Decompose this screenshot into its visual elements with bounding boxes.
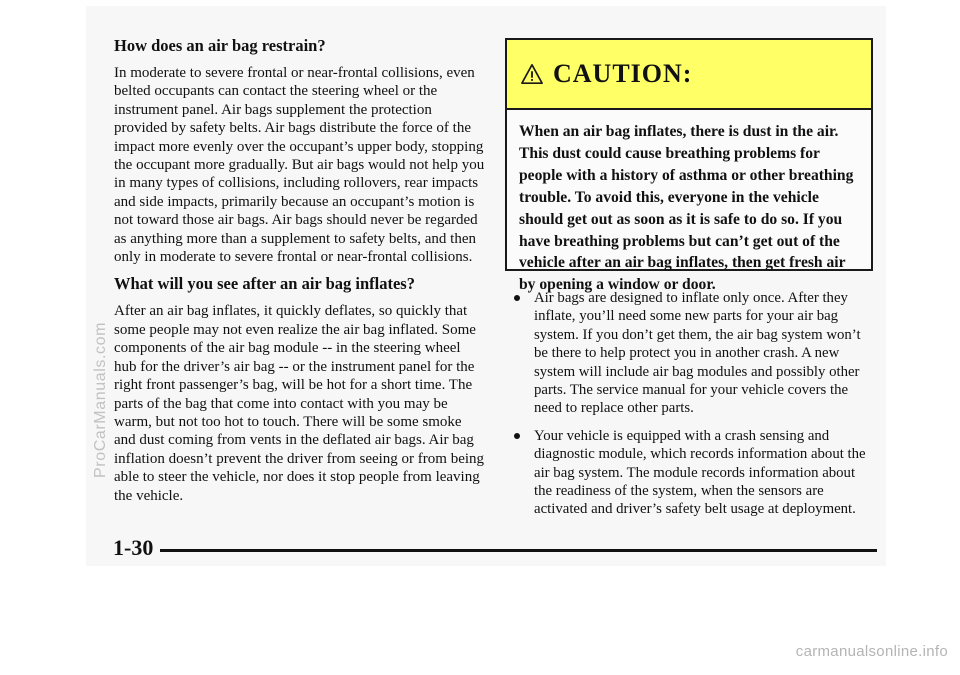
bullet-item bbox=[514, 427, 876, 519]
paragraph-after-inflation: After an air bag inflates, it quickly deflates, so quickly that some people may not even realize the air bag inflated. Some components of the air bag module -- in the steering wheel hub for the driver’s air bag -- or the instrument panel for the right front passenger’s bag, will be hot for a short time. The parts of the bag that come into contact with you may be warm, but not too hot to touch. There will be some smoke and dust coming from vents in the deflated air bags. Air bag inflation doesn’t prevent the driver from seeing or from being able to steer the vehicle, nor does it stop people from leaving the vehicle. bbox=[114, 303, 485, 504]
caution-text: When an air bag inflates, there is dust in the air. This dust could cause breathing problems for people with a history of asthma or other breathing trouble. To avoid this, everyone in the vehicle should get out as soon as it is safe to do so. If you have breathing problems but can’t get out of the vehicle after an air bag inflates, then get fresh air by opening a window or door. bbox=[519, 123, 854, 294]
bullet-dot-icon bbox=[514, 295, 520, 301]
heading-after-inflation: What will you see after an air bag inflates? bbox=[114, 274, 415, 294]
heading-air-bag-restrain: How does an air bag restrain? bbox=[114, 36, 326, 55]
warning-triangle-icon bbox=[521, 63, 543, 85]
caution-box bbox=[505, 38, 873, 294]
bottom-watermark: carmanualsonline.info bbox=[795, 643, 948, 660]
page-number: 1-30 bbox=[113, 535, 154, 560]
bullet-list bbox=[514, 289, 876, 519]
left-column bbox=[114, 36, 486, 505]
caution-title: CAUTION: bbox=[553, 59, 693, 88]
side-watermark: ProCarManuals.com bbox=[92, 321, 109, 478]
bullet-dot-icon bbox=[514, 433, 520, 439]
bullet-text: Air bags are designed to inflate only once. After they inflate, you’ll need some new parts for your air bag system. If you don’t get them, the air bag system won’t be there to help protect you in another crash. A new system will include air bag modules and possibly other parts. The service manual for your vehicle covers the need to replace other parts. bbox=[534, 290, 861, 417]
bullet-item bbox=[514, 289, 876, 418]
footer-rule bbox=[160, 549, 877, 552]
bullet-text: Your vehicle is equipped with a crash sensing and diagnostic module, which records information about the air bag system. The module records information about the readiness of the system, when the sensors are activated and driver’s safety belt usage at deployment. bbox=[534, 427, 866, 518]
caution-header bbox=[507, 40, 871, 110]
paragraph-air-bag-restrain: In moderate to severe frontal or near-frontal collisions, even belted occupants can contact the steering wheel or the instrument panel. Air bags supplement the protection provided by safety belts. Air bags distribute the force of the impact more evenly over the occupant’s upper body, stopping the occupant more gradually. But air bags would not help you in many types of collisions, including rollovers, rear impacts and side impacts, primarily because an occupant’s motion is not toward those air bags. Air bags should never be regarded as anything more than a supplement to safety belts, and then only in moderate to severe frontal or near-frontal collisions. bbox=[114, 65, 485, 266]
